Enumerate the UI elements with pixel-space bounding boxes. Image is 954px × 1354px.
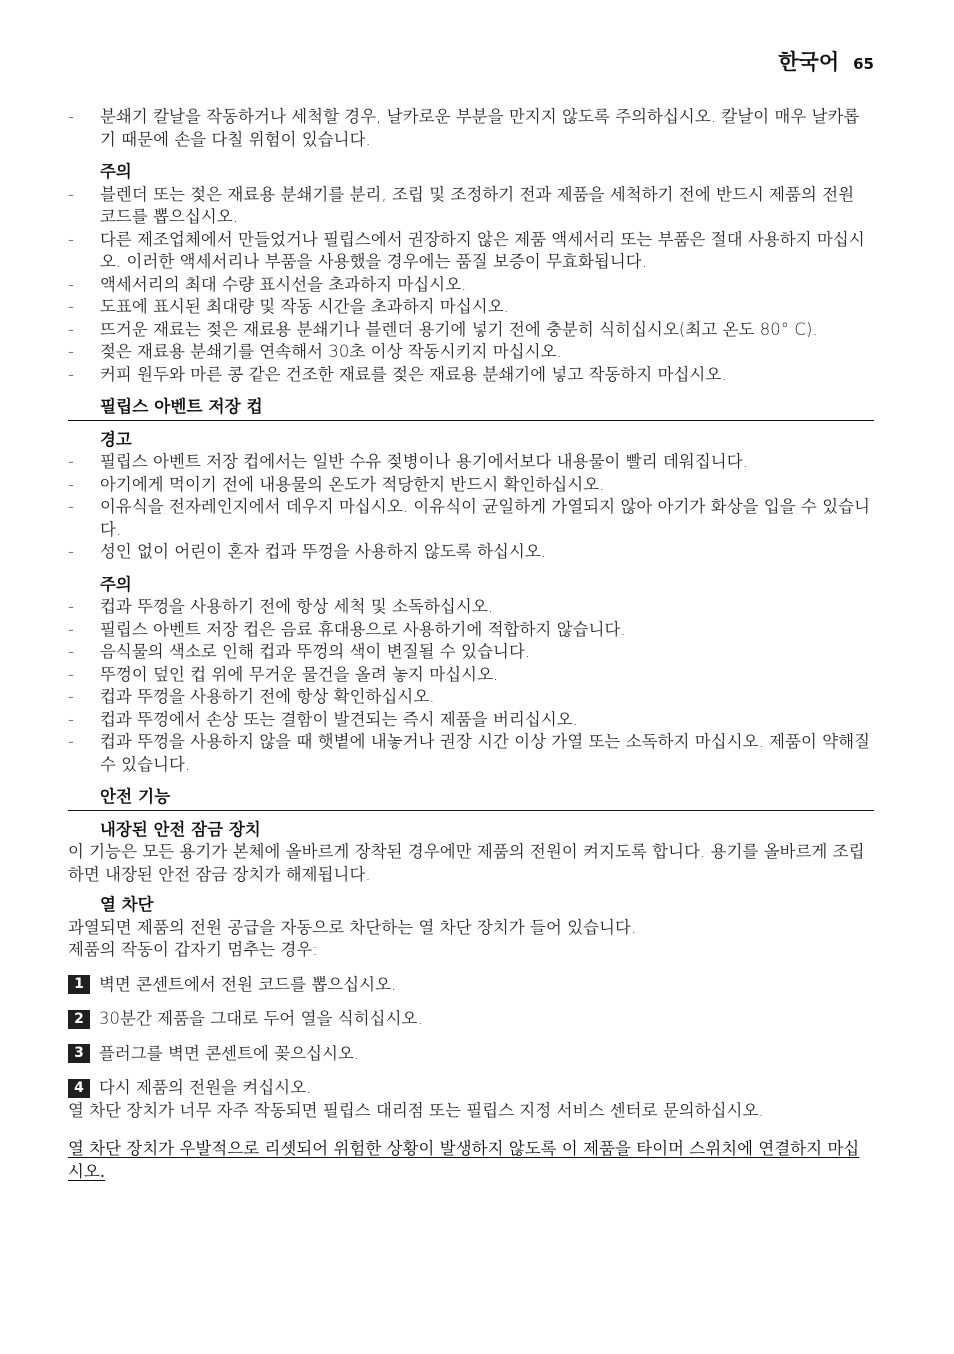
thermal-condition: 제품의 작동이 갑자기 멈추는 경우: xyxy=(68,940,318,959)
list-item: - 음식물의 색소로 인해 컵과 뚜껑의 색이 변질될 수 있습니다. xyxy=(68,641,874,664)
page-content xyxy=(68,106,874,1183)
list-item: - 블렌더 또는 젖은 재료용 분쇄기를 분리, 조립 및 조정하기 전과 제품을 세척하기 전에 반드시 제품의 전원 코드를 뽑으십시오. xyxy=(68,184,874,229)
intro-list xyxy=(68,106,874,151)
list-item: - 컵과 뚜껑에서 손상 또는 결함이 발견되는 즉시 제품을 버리십시오. xyxy=(68,709,874,732)
caution-list xyxy=(68,184,874,387)
step-number: 1 xyxy=(68,975,90,994)
step-number: 2 xyxy=(68,1010,90,1029)
list-item: - 필립스 아벤트 저장 컵에서는 일반 수유 젖병이나 용기에서보다 내용물이 빨리 데워집니다. xyxy=(68,451,874,474)
step-2 xyxy=(68,1008,874,1031)
list-item: - 컵과 뚜껑을 사용하지 않을 때 햇볕에 내놓거나 권장 시간 이상 가열 또는 소독하지 마십시오. 제품이 약해질 수 있습니다. xyxy=(68,731,874,776)
list-item: - 성인 없이 어린이 혼자 컵과 뚜껑을 사용하지 않도록 하십시오. xyxy=(68,541,874,564)
step-text: 플러그를 벽면 콘센트에 꽂으십시오. xyxy=(99,1043,360,1063)
caution-list xyxy=(68,596,874,776)
section-title-safety: 안전 기능 xyxy=(68,786,874,811)
list-item: - 컵과 뚜껑을 사용하기 전에 항상 확인하십시오. xyxy=(68,686,874,709)
timer-warning-text: 열 차단 장치가 우발적으로 리셋되어 위험한 상황이 발생하지 않도록 이 제품을 타이머 스위치에 연결하지 마십시오. xyxy=(68,1139,860,1181)
step-text: 다시 제품의 전원을 켜십시오. xyxy=(99,1078,312,1097)
list-item: - 필립스 아벤트 저장 컵은 음료 휴대용으로 사용하기에 적합하지 않습니다. xyxy=(68,619,874,642)
step-text: 벽면 콘센트에서 전원 코드를 뽑으십시오. xyxy=(99,974,397,994)
step-text: 30분간 제품을 그대로 두어 열을 식히십시오. xyxy=(99,1009,423,1028)
warning-list xyxy=(68,451,874,564)
lock-text: 이 기능은 모든 용기가 본체에 올바르게 장착된 경우에만 제품의 전원이 켜지도록 합니다. 용기를 올바르게 조립하면 내장된 안전 잠금 장치가 해제됩니다. xyxy=(68,842,865,884)
step-4 xyxy=(68,1077,874,1100)
list-item: - 도표에 표시된 최대량 및 작동 시간을 초과하지 마십시오. xyxy=(68,296,874,319)
thermal-after-text: 열 차단 장치가 너무 자주 작동되면 필립스 대리점 또는 필립스 지정 서비스 센터로 문의하십시오. xyxy=(68,1100,764,1120)
warning-heading: 경고 xyxy=(100,429,132,449)
list-item: - 컵과 뚜껑을 사용하기 전에 항상 세척 및 소독하십시오. xyxy=(68,596,874,619)
list-item: - 분쇄기 칼날을 작동하거나 세척할 경우, 날카로운 부분을 만지지 않도록 주의하십시오. 칼날이 매우 날카롭기 때문에 손을 다칠 위험이 있습니다. xyxy=(68,106,874,151)
step-number: 3 xyxy=(68,1044,90,1063)
list-item: - 다른 제조업체에서 만들었거나 필립스에서 권장하지 않은 제품 액세서리 또는 부품은 절대 사용하지 마십시오. 이러한 액세서리나 부품을 사용했을 경우에는 품질 보증이 무효화됩니다. xyxy=(68,229,874,274)
page-number: 65 xyxy=(853,55,874,73)
step-3 xyxy=(68,1043,874,1066)
list-item: - 이유식을 전자레인지에서 데우지 마십시오. 이유식이 균일하게 가열되지 않아 아기가 화상을 입을 수 있습니다. xyxy=(68,496,874,541)
caution-heading: 주의 xyxy=(100,162,132,181)
list-item: - 뚜껑이 덮인 컵 위에 무거운 물건을 올려 놓지 마십시오. xyxy=(68,664,874,687)
list-item: - 아기에게 먹이기 전에 내용물의 온도가 적당한지 반드시 확인하십시오. xyxy=(68,474,874,497)
step-1 xyxy=(68,974,874,997)
thermal-heading: 열 차단 xyxy=(100,895,154,914)
page-header xyxy=(778,46,874,76)
timer-warning xyxy=(68,1138,874,1183)
lock-heading: 내장된 안전 잠금 장치 xyxy=(100,819,261,839)
list-item: - 커피 원두와 마른 콩 같은 건조한 재료를 젖은 재료용 분쇄기에 넣고 작동하지 마십시오. xyxy=(68,364,874,387)
language-label: 한국어 xyxy=(778,50,840,74)
section-title-avent: 필립스 아벤트 저장 컵 xyxy=(68,396,874,421)
list-item: - 액세서리의 최대 수량 표시선을 초과하지 마십시오. xyxy=(68,274,874,297)
step-number: 4 xyxy=(68,1079,90,1098)
list-item: - 뜨거운 재료는 젖은 재료용 분쇄기나 블렌더 용기에 넣기 전에 충분히 식히십시오(최고 온도 80° C). xyxy=(68,319,874,342)
list-item: - 젖은 재료용 분쇄기를 연속해서 30초 이상 작동시키지 마십시오. xyxy=(68,341,874,364)
caution-heading: 주의 xyxy=(100,574,132,594)
thermal-text: 과열되면 제품의 전원 공급을 자동으로 차단하는 열 차단 장치가 들어 있습니다. xyxy=(68,917,637,937)
